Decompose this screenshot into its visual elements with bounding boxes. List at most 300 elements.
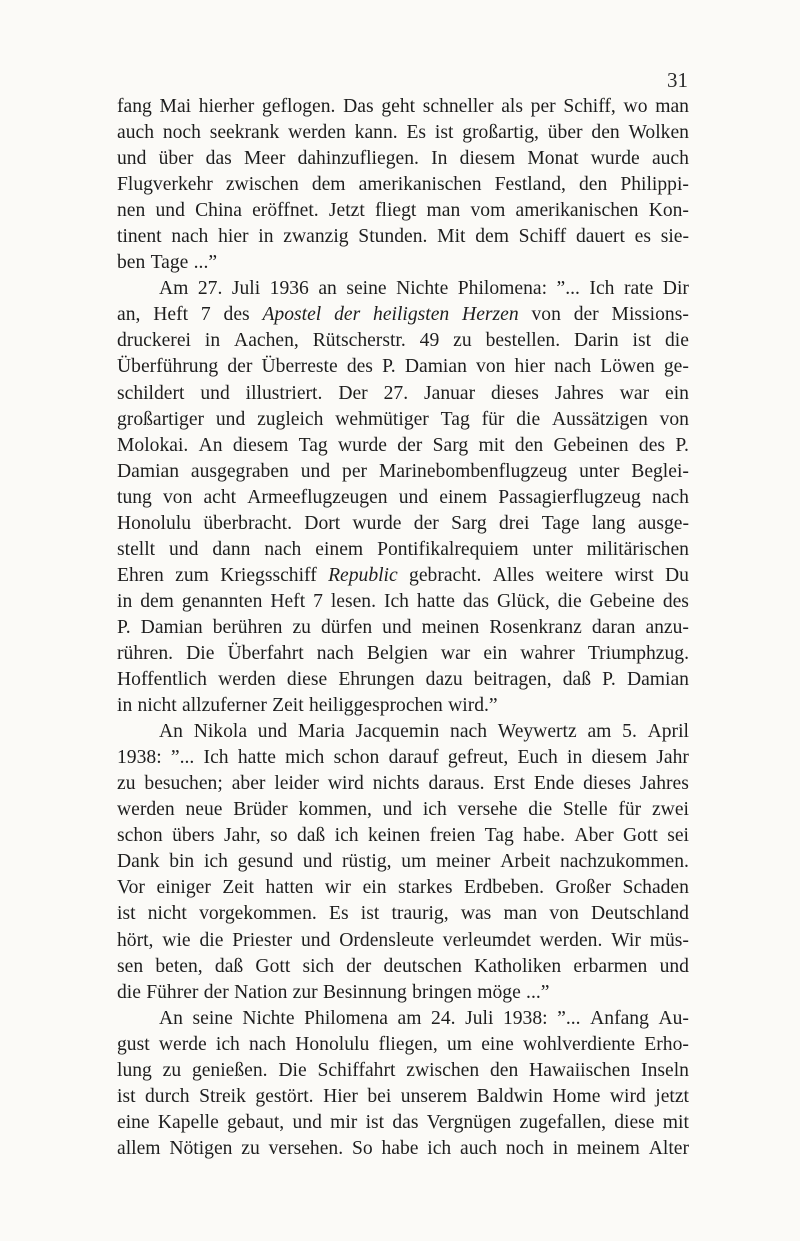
text-line xyxy=(117,94,689,120)
word: Nichte xyxy=(242,1007,295,1029)
word: schildert xyxy=(117,382,185,404)
word: Stunden. xyxy=(358,226,428,248)
word: und xyxy=(302,851,333,873)
word: Vergnügen xyxy=(426,1111,512,1133)
word: An xyxy=(159,721,183,743)
word: zwischen xyxy=(406,1059,480,1081)
word: Priester xyxy=(232,929,293,951)
word: wohlverdiente xyxy=(523,1033,636,1055)
word: diesem xyxy=(232,434,289,456)
word: ist xyxy=(117,1085,136,1107)
word: Jahres xyxy=(554,382,604,404)
text-line xyxy=(117,198,689,224)
word: hatte xyxy=(416,590,455,612)
word: Gebeinen xyxy=(553,434,629,456)
word: zu xyxy=(241,1137,260,1159)
word: Am xyxy=(159,278,189,300)
text-line xyxy=(117,537,689,563)
word: China xyxy=(195,200,242,222)
word: auch xyxy=(460,1137,498,1159)
word: Erdbeben. xyxy=(464,877,544,899)
word: schon xyxy=(333,747,380,769)
word: mit xyxy=(478,434,505,456)
word: dann xyxy=(212,538,251,560)
word: und xyxy=(117,148,147,170)
text-line xyxy=(117,1058,689,1084)
word: Besinnung xyxy=(322,981,407,1003)
word: hatten xyxy=(265,877,314,899)
word: ist xyxy=(434,122,454,144)
word: werde xyxy=(158,1033,207,1055)
word: in xyxy=(117,695,133,717)
word: Baldwin xyxy=(476,1085,544,1107)
word: Dir xyxy=(662,278,689,300)
word: Hoffentlich xyxy=(117,669,207,691)
word: Kon- xyxy=(648,200,689,222)
word: Januar xyxy=(424,382,476,404)
word: nicht xyxy=(137,695,177,717)
word: nach xyxy=(264,538,302,560)
word: Philomena xyxy=(304,1007,388,1029)
word: Gott xyxy=(255,955,291,977)
word: daraus. xyxy=(428,773,485,795)
word: und xyxy=(301,929,331,951)
word: versehe xyxy=(457,799,518,821)
word: Die xyxy=(186,642,215,664)
word: habe xyxy=(381,1137,419,1159)
word: Brüder xyxy=(233,799,288,821)
word: zugleich xyxy=(257,408,324,430)
word: Heft xyxy=(153,304,189,326)
word: Herzen xyxy=(462,304,519,326)
word: Der xyxy=(338,382,368,404)
word: So xyxy=(351,1137,373,1159)
word: bei xyxy=(367,1085,392,1107)
text-line xyxy=(117,485,689,511)
word: sie- xyxy=(660,226,689,248)
word: ich xyxy=(334,825,359,847)
word: unter xyxy=(532,538,573,560)
word: um xyxy=(446,1033,472,1055)
word: an xyxy=(318,278,337,300)
word: zwischen xyxy=(225,174,299,196)
word: gesund xyxy=(237,851,294,873)
word: des xyxy=(223,304,250,326)
word: gust xyxy=(117,1033,150,1055)
word: den xyxy=(591,122,620,144)
word: heiliggesprochen xyxy=(308,695,443,717)
word: bringen xyxy=(412,981,472,1003)
word: wird.” xyxy=(448,695,498,717)
word: zu xyxy=(162,1059,182,1081)
word: dürfen xyxy=(320,616,373,638)
word: Nation xyxy=(234,981,288,1003)
word: ich xyxy=(422,799,447,821)
word: seekrank xyxy=(209,122,280,144)
word: ...” xyxy=(526,981,550,1003)
word: Ich xyxy=(383,590,409,612)
word: darauf xyxy=(388,747,439,769)
word: Pontifikalrequiem xyxy=(377,538,519,560)
text-line xyxy=(117,354,689,380)
word: Philippi- xyxy=(620,174,689,196)
word: leider xyxy=(274,773,319,795)
word: nicht xyxy=(147,903,187,925)
word: Dank xyxy=(117,851,160,873)
word: Hier xyxy=(323,1085,358,1107)
word: durch xyxy=(144,1085,190,1107)
word: am xyxy=(587,721,612,743)
word: noch xyxy=(505,1137,544,1159)
word: die xyxy=(199,929,224,951)
word: sei xyxy=(667,825,689,847)
text-line xyxy=(117,276,689,302)
text-line xyxy=(117,615,689,641)
word: ”... xyxy=(557,1007,581,1029)
word: über xyxy=(547,122,583,144)
text-line xyxy=(117,563,689,589)
word: Überfahrt xyxy=(227,642,304,664)
word: wahrer xyxy=(520,642,575,664)
word: 5. xyxy=(622,721,637,743)
word: ...” xyxy=(193,252,218,274)
word: nach xyxy=(171,226,209,248)
word: Erho- xyxy=(644,1033,689,1055)
word: seine xyxy=(192,1007,233,1029)
word: nichts xyxy=(372,773,420,795)
word: gestört. xyxy=(255,1085,314,1107)
text-line xyxy=(117,433,689,459)
word: vorgekommen. xyxy=(199,903,317,925)
word: berühren xyxy=(212,616,283,638)
word: meiner xyxy=(436,851,491,873)
word: 1936 xyxy=(269,278,309,300)
word: Die xyxy=(278,1059,307,1081)
word: müs- xyxy=(649,929,689,951)
word: vom xyxy=(470,200,506,222)
word: Aber xyxy=(574,825,614,847)
word: der xyxy=(397,434,423,456)
text-line xyxy=(117,589,689,615)
text-line xyxy=(117,407,689,433)
word: tinent xyxy=(117,226,162,248)
word: und xyxy=(155,200,185,222)
word: den xyxy=(514,434,544,456)
word: ist xyxy=(360,903,380,925)
word: von xyxy=(531,304,561,326)
word: stellt xyxy=(117,538,156,560)
word: und xyxy=(292,1111,322,1133)
word: Passagierflugzeug xyxy=(498,486,641,508)
word: Schiffahrt xyxy=(317,1059,396,1081)
word: Meer xyxy=(244,148,286,170)
word: erbarmen xyxy=(573,955,648,977)
word: in xyxy=(552,1137,568,1159)
word: rüstig, xyxy=(342,851,392,873)
word: ich xyxy=(215,1033,240,1055)
word: traurig, xyxy=(391,903,449,925)
word: Damian xyxy=(404,356,467,378)
text-line xyxy=(117,849,689,875)
word: Missions- xyxy=(611,304,689,326)
word: P. xyxy=(602,669,616,691)
word: von xyxy=(549,903,579,925)
word: aber xyxy=(231,773,266,795)
word: Jetzt xyxy=(328,200,365,222)
word: ein xyxy=(362,877,387,899)
word: man xyxy=(655,96,689,117)
word: dieses xyxy=(491,382,539,404)
word: zum xyxy=(175,564,209,586)
word: Honolulu xyxy=(117,512,192,534)
word: der xyxy=(346,955,372,977)
word: Löwen xyxy=(600,356,655,378)
word: beten, xyxy=(155,955,203,977)
word: Flugverkehr xyxy=(117,174,213,196)
word: bin xyxy=(169,851,195,873)
word: sich xyxy=(302,955,335,977)
word: den xyxy=(489,1059,519,1081)
word: Alter xyxy=(648,1137,689,1159)
word: gebaut, xyxy=(227,1111,285,1133)
text-line xyxy=(117,641,689,667)
word: so xyxy=(270,825,288,847)
text-line xyxy=(117,146,689,172)
word: Nikola xyxy=(193,721,248,743)
word: einiger xyxy=(156,877,211,899)
word: Tage xyxy=(150,252,189,274)
word: deutschen xyxy=(383,955,462,977)
word: und xyxy=(257,721,288,743)
word: besuchen; xyxy=(144,773,223,795)
word: Sarg xyxy=(451,512,487,534)
word: Anfang xyxy=(590,1007,649,1029)
word: Apostel xyxy=(262,304,322,326)
word: 24. xyxy=(431,1007,456,1029)
word: Festland, xyxy=(494,174,566,196)
word: wie xyxy=(162,929,191,951)
word: Mit xyxy=(437,226,466,248)
word: und xyxy=(659,955,689,977)
word: versehen. xyxy=(268,1137,344,1159)
word: lung xyxy=(117,1059,152,1081)
word: Aussätzigen xyxy=(551,408,648,430)
word: fliegt xyxy=(374,200,417,222)
word: per xyxy=(342,460,368,482)
word: Nichte xyxy=(396,278,449,300)
word: für xyxy=(481,408,505,430)
word: Wir xyxy=(611,929,641,951)
text-line xyxy=(117,954,689,980)
word: Molokai. xyxy=(117,434,189,456)
word: Führer xyxy=(146,981,199,1003)
word: der xyxy=(334,304,361,326)
word: Triumphzug. xyxy=(587,642,689,664)
text-line xyxy=(117,511,689,537)
word: lang xyxy=(591,512,626,534)
word: und xyxy=(382,616,412,638)
word: Ich xyxy=(203,747,229,769)
text-line xyxy=(117,745,689,771)
word: militärischen xyxy=(586,538,689,560)
word: dauert xyxy=(575,226,625,248)
word: Ehrungen xyxy=(338,669,415,691)
text-line xyxy=(117,719,689,745)
text-line xyxy=(117,172,689,198)
word: diese xyxy=(286,669,328,691)
word: rate xyxy=(623,278,654,300)
word: daran xyxy=(591,616,636,638)
word: an, xyxy=(117,304,141,326)
word: Schiff xyxy=(518,226,567,248)
word: in xyxy=(567,747,583,769)
word: verleumdet xyxy=(442,929,531,951)
word: 7 xyxy=(200,304,211,326)
word: Alles xyxy=(492,564,535,586)
text-line xyxy=(117,224,689,250)
word: lesen. xyxy=(330,590,376,612)
word: mit xyxy=(662,1111,689,1133)
word: geflogen. xyxy=(261,96,336,117)
word: Rosenkranz xyxy=(489,616,582,638)
word: dem xyxy=(475,226,509,248)
word: Ehren xyxy=(117,564,164,586)
word: und xyxy=(215,408,246,430)
word: Heft xyxy=(270,590,306,612)
word: hierher xyxy=(198,96,255,117)
word: daß xyxy=(214,955,244,977)
word: gefreut, xyxy=(447,747,509,769)
word: wurde xyxy=(352,512,402,534)
word: dem xyxy=(140,590,174,612)
word: Aachen, xyxy=(234,330,299,352)
word: ausge- xyxy=(637,512,689,534)
word: ”... xyxy=(170,747,195,769)
word: Tage xyxy=(541,512,580,534)
word: weitere xyxy=(545,564,604,586)
word: ich xyxy=(203,851,228,873)
word: die xyxy=(557,590,582,612)
word: neue xyxy=(185,799,223,821)
word: Das xyxy=(343,96,374,117)
text-line xyxy=(117,1032,689,1058)
word: Jahr, xyxy=(223,825,261,847)
word: hört, xyxy=(117,929,154,951)
word: hier xyxy=(514,356,546,378)
word: Damian xyxy=(117,460,180,482)
word: Mai xyxy=(159,96,192,117)
word: zugefallen, xyxy=(519,1111,606,1133)
word: werden xyxy=(288,122,346,144)
word: ist xyxy=(365,1111,385,1133)
word: Damian xyxy=(626,669,689,691)
word: Gebeine xyxy=(589,590,655,612)
word: Euch xyxy=(517,747,558,769)
word: per xyxy=(530,96,556,117)
word: 27. xyxy=(383,382,409,404)
word: ich xyxy=(427,1137,452,1159)
word: Dort xyxy=(304,512,341,534)
word: anzu- xyxy=(645,616,689,638)
word: einem xyxy=(439,486,488,508)
word: hatte xyxy=(237,747,276,769)
word: rühren. xyxy=(117,642,174,664)
word: werden xyxy=(218,669,276,691)
word: von xyxy=(659,408,689,430)
word: 1938: xyxy=(117,747,162,769)
word: Weywertz xyxy=(497,721,577,743)
word: schneller xyxy=(422,96,494,117)
word: noch xyxy=(162,122,201,144)
word: man xyxy=(503,903,538,925)
word: dahinzufliegen. xyxy=(297,148,419,170)
text-line xyxy=(117,1136,689,1162)
word: Du xyxy=(664,564,689,586)
text-line xyxy=(117,980,689,1006)
word: Schaden xyxy=(622,877,689,899)
word: ge- xyxy=(663,356,689,378)
word: des xyxy=(346,356,373,378)
word: Zeit xyxy=(222,877,254,899)
word: Vor xyxy=(117,877,145,899)
text-line xyxy=(117,1110,689,1136)
word: daß xyxy=(562,669,592,691)
word: Tag xyxy=(298,434,328,456)
word: Glück, xyxy=(496,590,550,612)
word: eine xyxy=(481,1033,514,1055)
word: Jahr xyxy=(656,747,689,769)
word: dazu xyxy=(425,669,463,691)
word: die xyxy=(516,408,541,430)
text-line xyxy=(117,120,689,146)
word: Ich xyxy=(589,278,615,300)
word: Schiff, xyxy=(563,96,616,117)
word: der xyxy=(227,356,253,378)
word: dieses xyxy=(583,773,631,795)
word: war xyxy=(440,642,471,664)
text-line xyxy=(117,928,689,954)
text-line xyxy=(117,823,689,849)
text-line xyxy=(117,328,689,354)
word: mir xyxy=(330,1111,358,1133)
word: Philomena: xyxy=(457,278,548,300)
word: Beglei- xyxy=(631,460,689,482)
word: wurde xyxy=(338,434,387,456)
word: großartig, xyxy=(462,122,539,144)
word: schon xyxy=(117,825,163,847)
word: Belgien xyxy=(366,642,428,664)
text-line xyxy=(117,302,689,328)
word: Katholiken xyxy=(474,955,562,977)
word: über xyxy=(158,148,194,170)
page-number: 31 xyxy=(667,68,688,92)
word: P. xyxy=(675,434,689,456)
word: wird xyxy=(327,773,364,795)
word: kommen, xyxy=(298,799,372,821)
word: Honolulu xyxy=(295,1033,370,1055)
word: Arbeit xyxy=(500,851,551,873)
word: Erst xyxy=(493,773,525,795)
word: Marinebombenflugzeug xyxy=(378,460,568,482)
word: nach xyxy=(249,1033,287,1055)
word: möge xyxy=(477,981,521,1003)
text-line xyxy=(117,381,689,407)
word: es xyxy=(634,226,651,248)
word: Streik xyxy=(199,1085,246,1107)
word: diesem xyxy=(591,747,648,769)
word: Monat xyxy=(527,148,579,170)
word: Ordensleute xyxy=(339,929,434,951)
